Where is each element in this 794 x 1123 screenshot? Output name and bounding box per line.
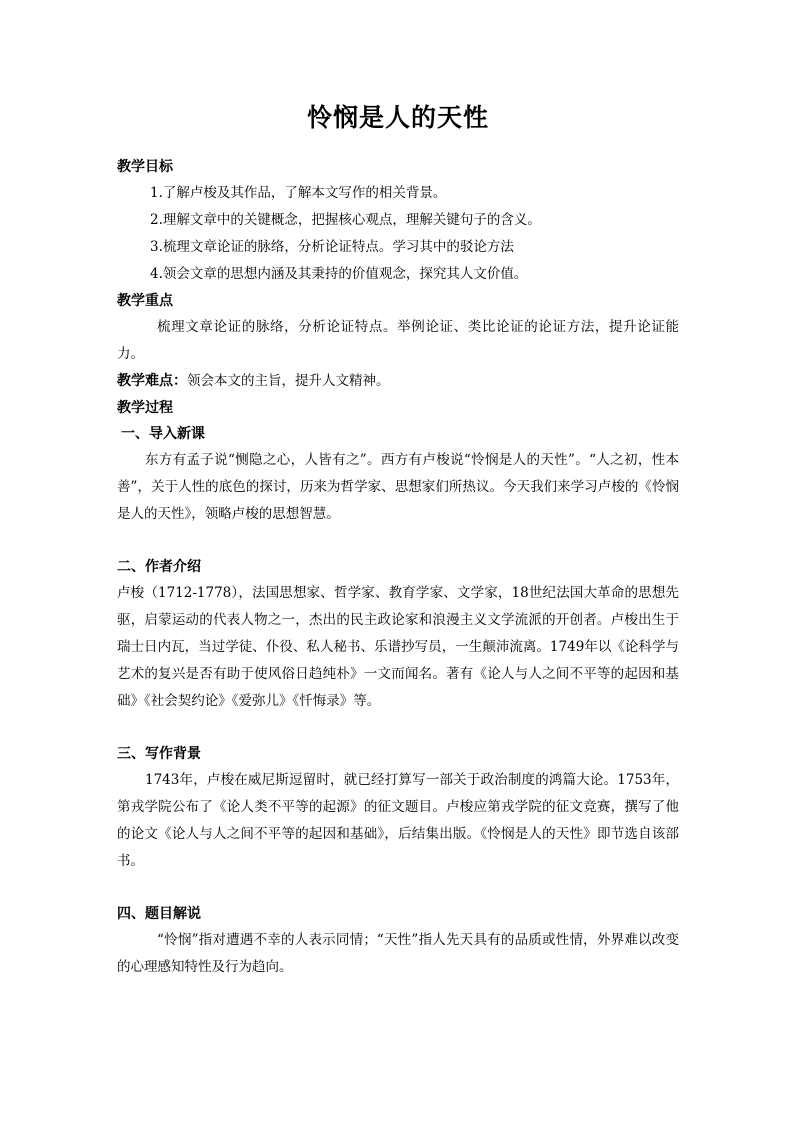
section-author-heading: 二、作者介绍 <box>117 559 201 575</box>
section-background-heading: 三、写作背景 <box>117 746 201 762</box>
document-page <box>117 92 679 981</box>
document-title: 怜悯是人的天性 <box>306 103 489 132</box>
section-author-text: 卢梭（1712-1778），法国思想家、哲学家、教育学家、文学家，18世纪法国大革命的思想先驱，启蒙运动的代表人物之一，杰出的民主政论家和浪漫主义文学流派的开创者。卢梭出生于瑞士日内瓦，当过学徒、仆役、私人秘书、乐谱抄写员，一生颠沛流离。1749年以《论科学与艺术的复兴是否有助于使风俗日趋纯朴》一文而闻名。著有《论人与人之间不平等的起因和基础》《社会契约论》《爱弥儿》《忏悔录》等。 <box>117 585 679 709</box>
objectives-heading: 教学目标 <box>117 159 173 175</box>
key-points-text: 梳理文章论证的脉络，分析论证特点。举例论证、类比论证的论证方法，提升论证能力。 <box>117 319 679 362</box>
section-background-text: 1743年，卢梭在威尼斯逗留时，就已经打算写一部关于政治制度的鸿篇大论。1753年，第戎学院公布了《论人类不平等的起源》的征文题目。卢梭应第戎学院的征文竞赛，撰写了他的论文《论人与人之间不平等的起因和基础》，后结集出版。《怜悯是人的天性》即节选自该部书。 <box>117 772 679 869</box>
section-spacer <box>117 875 679 901</box>
objective-item-1: 1.了解卢梭及其作品，了解本文写作的相关背景。 <box>150 185 447 201</box>
difficulty-row <box>117 368 679 395</box>
section-spacer <box>117 715 679 741</box>
section-spacer <box>117 528 679 554</box>
difficulty-label: 教学难点： <box>117 373 187 389</box>
objective-item-2: 2.理解文章中的关键概念，把握核心观点，理解关键句子的含义。 <box>150 212 541 228</box>
objective-item-3: 3.梳理文章论证的脉络，分析论证特点。学习其中的驳论方法 <box>150 239 514 255</box>
difficulty-text: 领会本文的主旨，提升人文精神。 <box>187 373 390 389</box>
key-points-heading: 教学重点 <box>117 293 173 309</box>
section-intro-heading: 一、导入新课 <box>121 426 205 442</box>
section-title-explain-text: “怜悯”指对遭遇不幸的人表示同情；“天性”指人先天具有的品质或性情，外界难以改变的心理感知特性及行为趋向。 <box>117 932 679 975</box>
section-title-explain-heading: 四、题目解说 <box>117 906 201 922</box>
objective-item-4: 4.领会文章的思想内涵及其秉持的价值观念，探究其人文价值。 <box>150 266 528 282</box>
process-heading: 教学过程 <box>117 400 173 416</box>
section-intro-text: 东方有孟子说“恻隐之心，人皆有之”。西方有卢梭说“怜悯是人的天性”。“人之初，性本善”，关于人性的底色的探讨，历来为哲学家、思想家们所热议。今天我们来学习卢梭的《怜悯是人的天性》，领略卢梭的思想智慧。 <box>117 452 679 522</box>
